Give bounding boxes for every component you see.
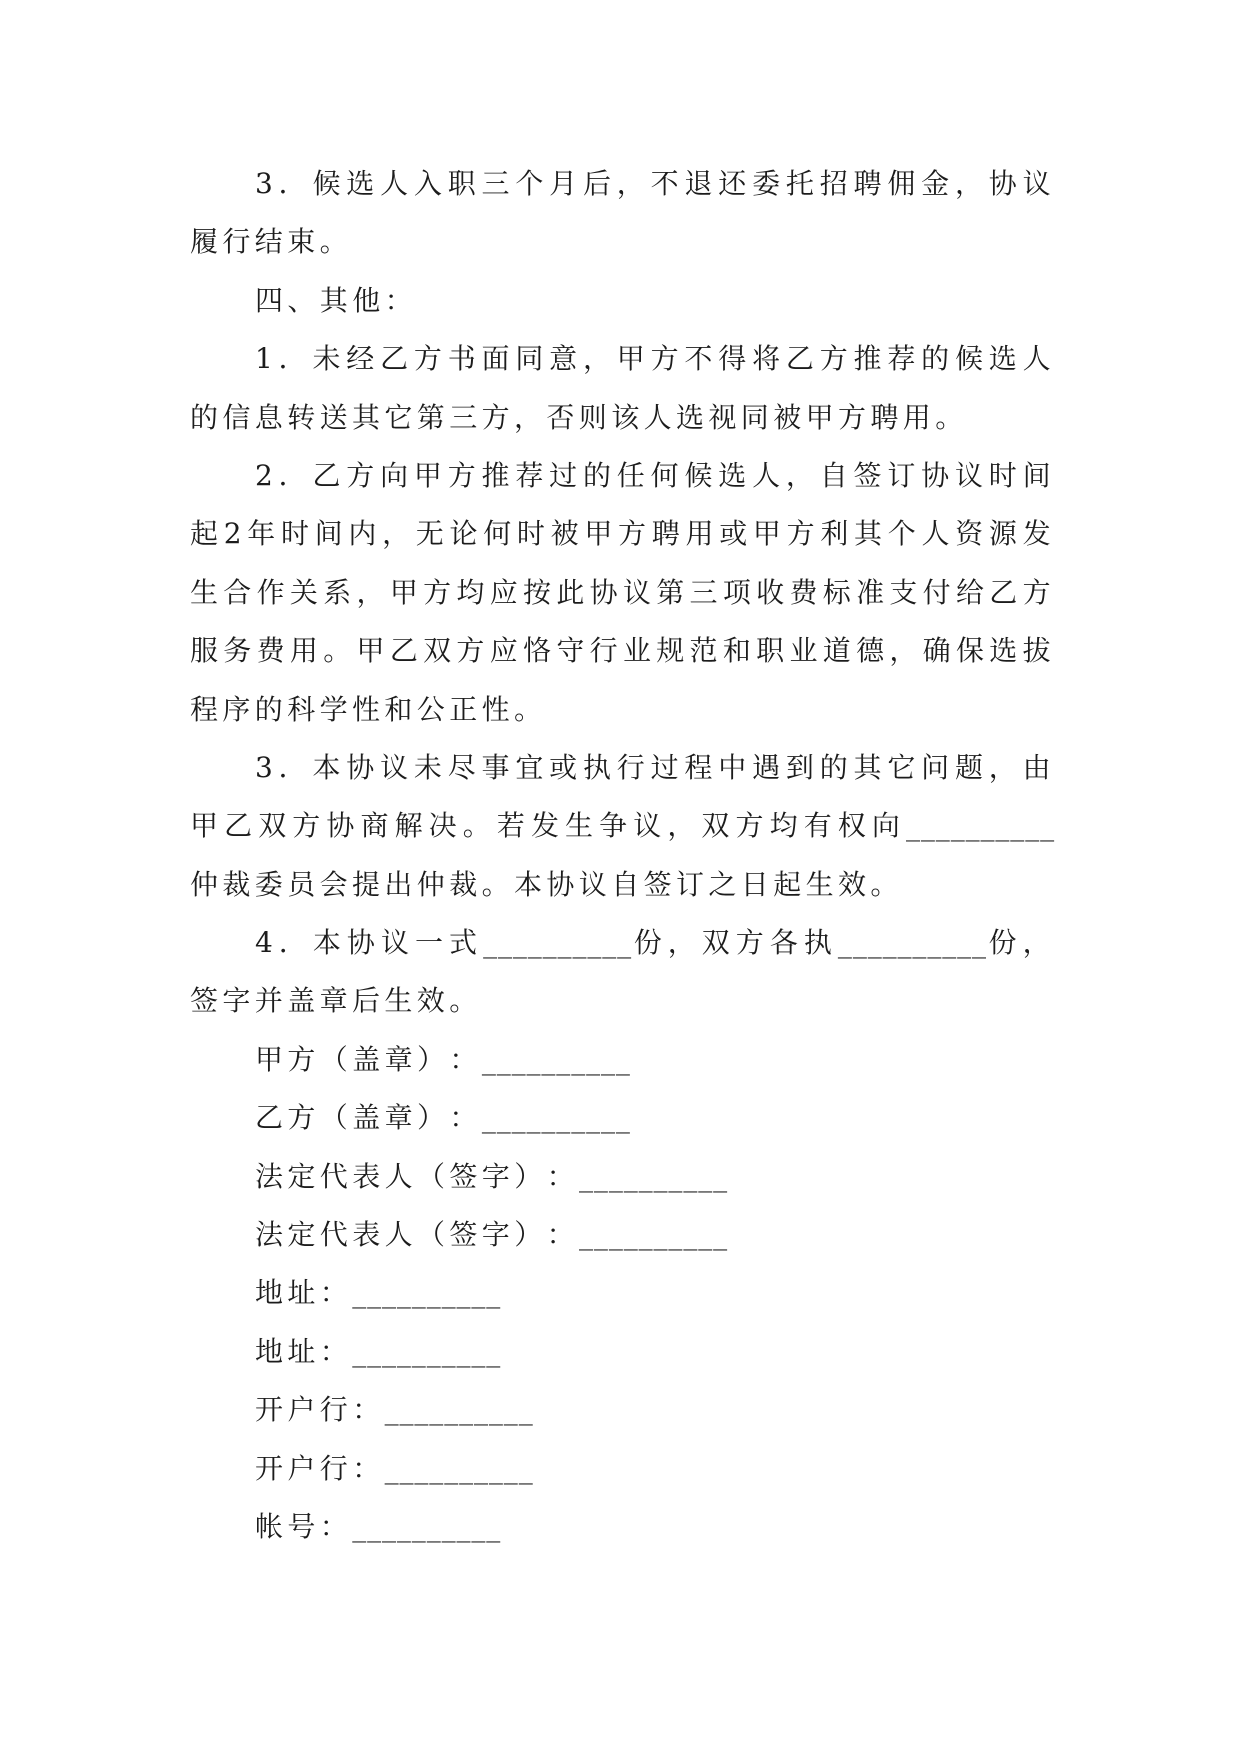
text-line: 生合作关系，甲方均应按此协议第三项收费标准支付给乙方 (190, 575, 1055, 609)
text-line: 2．乙方向甲方推荐过的任何候选人，自签订协议时间 (255, 458, 1055, 492)
signature-label: 开户行： (255, 1451, 385, 1485)
signature-label: 甲方（盖章）： (255, 1042, 482, 1076)
text-line: 起2年时间内，无论何时被甲方聘用或甲方利其个人资源发 (190, 517, 1055, 551)
text-segment: 份， (986, 926, 1055, 960)
text-line: 的信息转送其它第三方，否则该人选视同被甲方聘用。 (190, 400, 968, 434)
signature-label: 帐号： (255, 1509, 353, 1543)
other-clause-4 (190, 914, 1055, 1031)
signature-party-a-legal-rep (190, 1148, 1055, 1206)
text-line: 3．候选人入职三个月后，不退还委托招聘佣金，协议 (255, 167, 1055, 200)
fill-in-blank: __________ (384, 1393, 534, 1427)
signature-block (190, 1031, 1055, 1557)
text-line: 程序的科学性和公正性。 (190, 692, 547, 726)
party-b-address (190, 1323, 1055, 1381)
text-line: 签字并盖章后生效。 (190, 984, 482, 1018)
fill-in-blank: __________ (352, 1276, 502, 1310)
other-clause-1 (190, 330, 1055, 447)
text-line: 仲裁委员会提出仲裁。本协议自签订之日起生效。 (190, 867, 903, 901)
party-a-address (190, 1264, 1055, 1322)
fill-in-blank: __________ (352, 1509, 502, 1543)
text-line (190, 914, 1055, 972)
fill-in-blank: __________ (579, 1218, 729, 1252)
fill-in-blank: __________ (481, 1042, 631, 1076)
text-segment: 4．本协议一式 (255, 926, 484, 960)
signature-label: 法定代表人（签字）： (255, 1218, 580, 1252)
section-4-heading: 四、其他： (255, 283, 418, 317)
other-clause-3 (190, 739, 1055, 914)
text-line (190, 797, 1055, 855)
other-clause-2 (190, 447, 1055, 739)
fill-in-blank: __________ (352, 1334, 502, 1368)
text-line: 1．未经乙方书面同意，甲方不得将乙方推荐的候选人 (255, 342, 1055, 376)
signature-label: 地址： (255, 1334, 353, 1368)
signature-party-a-seal (190, 1031, 1055, 1089)
fill-in-blank: __________ (481, 1101, 631, 1135)
arbitration-commission-blank: __________ (906, 809, 1055, 843)
copies-each-blank: __________ (837, 926, 987, 960)
text-line: 3．本协议未尽事宜或执行过程中遇到的其它问题，由 (255, 750, 1055, 784)
copies-total-blank: __________ (483, 926, 633, 960)
text-line: 服务费用。甲乙双方应恪守行业规范和职业道德，确保选拔 (190, 634, 1055, 668)
signature-party-b-seal (190, 1089, 1055, 1147)
signature-label: 乙方（盖章）： (255, 1101, 482, 1135)
signature-label: 地址： (255, 1276, 353, 1310)
account-number (190, 1498, 1055, 1556)
party-a-bank (190, 1381, 1055, 1439)
text-segment: 甲乙双方协商解决。若发生争议，双方均有权向 (190, 809, 906, 843)
signature-label: 开户行： (255, 1393, 385, 1427)
signature-party-b-legal-rep (190, 1206, 1055, 1264)
document-body (190, 155, 1055, 1556)
fill-in-blank: __________ (579, 1159, 729, 1193)
fee-clause-3 (190, 155, 1055, 272)
party-b-bank (190, 1440, 1055, 1498)
text-line: 履行结束。 (190, 225, 353, 259)
text-segment: 份，双方各执 (632, 926, 838, 960)
fill-in-blank: __________ (384, 1451, 534, 1485)
signature-label: 法定代表人（签字）： (255, 1159, 580, 1193)
